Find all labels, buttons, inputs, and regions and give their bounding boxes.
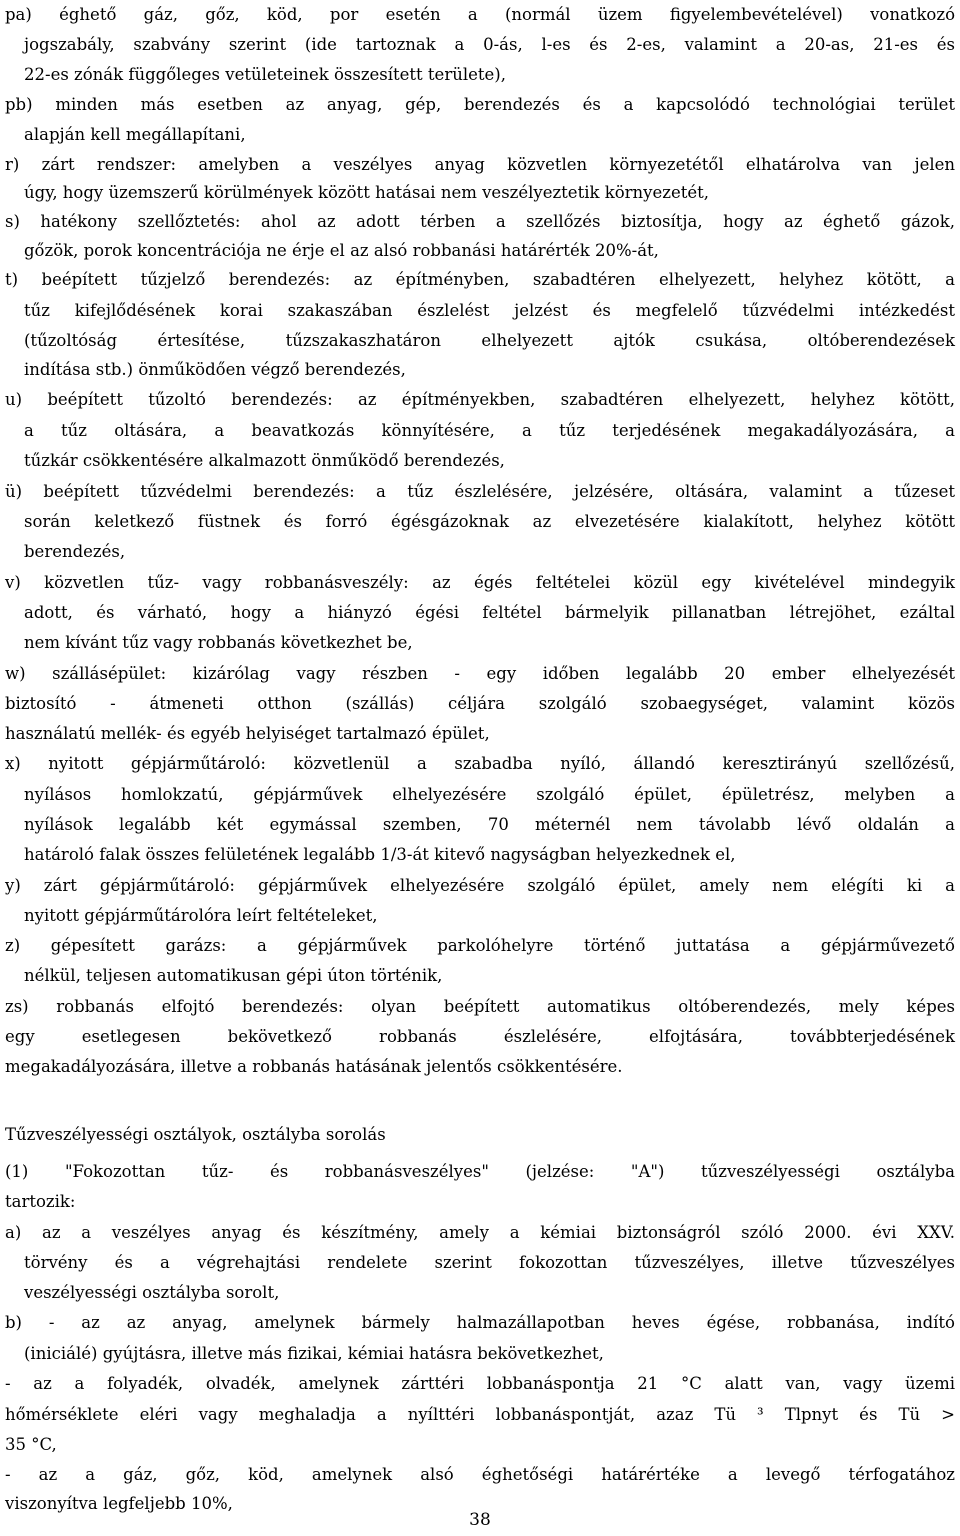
- text-line: során keletkező füstnek és forró égésgázoknak az elvezetésére kialakított, helyhez kötött: [24, 512, 955, 531]
- text-line: határoló falak összes felületének legalább 1/3-át kitevő nagyságban helyezkednek el,: [24, 845, 736, 864]
- text-line: úgy, hogy üzemszerű körülmények között hatásai nem veszélyeztetik környezetét,: [24, 183, 709, 202]
- text-line: berendezés,: [24, 542, 126, 561]
- text-line: - az a gáz, gőz, köd, amelynek alsó éghetőségi határértéke a levegő térfogatához: [5, 1465, 955, 1484]
- text-line: tartozik:: [5, 1192, 76, 1211]
- text-line: pb) minden más esetben az anyag, gép, berendezés és a kapcsolódó technológiai terület: [5, 95, 955, 114]
- section-heading: Tűzveszélyességi osztályok, osztályba sorolás: [5, 1125, 386, 1144]
- text-line: w) szállásépület: kizárólag vagy részben - egy időben legalább 20 ember elhelyezését: [5, 664, 955, 683]
- text-line: z) gépesített garázs: a gépjárművek parkolóhelyre történő juttatása a gépjárművezető: [5, 936, 955, 955]
- text-line: nyílások legalább két egymással szemben, 70 méternél nem távolabb lévő oldalán a: [24, 815, 955, 834]
- text-line: alapján kell megállapítani,: [24, 125, 246, 144]
- text-line: 35 °C,: [5, 1435, 57, 1454]
- text-line: megakadályozására, illetve a robbanás hatásának jelentős csökkentésére.: [5, 1057, 623, 1076]
- text-line: biztosító - átmeneti otthon (szállás) céljára szolgáló szobaegységet, valamint közös: [5, 694, 955, 713]
- text-line: (1) "Fokozottan tűz- és robbanásveszélyes" (jelzése: "A") tűzveszélyességi osztályba: [5, 1162, 955, 1181]
- text-line: pa) éghető gáz, gőz, köd, por esetén a (normál üzem figyelembevételével) vonatkozó: [5, 5, 955, 24]
- text-line: u) beépített tűzoltó berendezés: az építményekben, szabadtéren elhelyezett, helyhez kötött,: [5, 390, 955, 409]
- text-line: a tűz oltására, a beavatkozás könnyítésére, a tűz terjedésének megakadályozására, a: [24, 421, 955, 440]
- text-line: s) hatékony szellőztetés: ahol az adott térben a szellőzés biztosítja, hogy az éghető gázok,: [5, 212, 955, 231]
- text-line: nem kívánt tűz vagy robbanás következhet be,: [24, 633, 413, 652]
- text-line: zs) robbanás elfojtó berendezés: olyan beépített automatikus oltóberendezés, mely képes: [5, 997, 955, 1016]
- text-line: y) zárt gépjárműtároló: gépjárművek elhelyezésére szolgáló épület, amely nem elégíti ki a: [5, 876, 955, 895]
- text-line: x) nyitott gépjárműtároló: közvetlenül a szabadba nyíló, állandó keresztirányú szellőzésű,: [5, 754, 955, 773]
- text-line: egy esetlegesen bekövetkező robbanás észlelésére, elfojtására, továbbterjedésének: [5, 1027, 955, 1046]
- text-line: törvény és a végrehajtási rendelete szerint fokozottan tűzveszélyes, illetve tűzveszélyes: [24, 1253, 955, 1272]
- text-line: hőmérséklete eléri vagy meghaladja a nyílttéri lobbanáspontját, azaz Tü ³ Tlpnyt és Tü >: [5, 1405, 955, 1424]
- text-line: - az a folyadék, olvadék, amelynek zárttéri lobbanáspontja 21 °C alatt van, vagy üzemi: [5, 1374, 955, 1393]
- text-line: indítása stb.) önműködően végző berendezés,: [24, 360, 406, 379]
- text-line: viszonyítva legfeljebb 10%,: [5, 1494, 233, 1513]
- text-line: nyílásos homlokzatú, gépjárművek elhelyezésére szolgáló épület, épületrész, melyben a: [24, 785, 955, 804]
- text-line: t) beépített tűzjelző berendezés: az építményben, szabadtéren elhelyezett, helyhez kötött, a: [5, 270, 955, 289]
- text-line: nyitott gépjárműtárolóra leírt feltételeket,: [24, 906, 378, 925]
- text-line: 22-es zónák függőleges vetületeinek összesített területe),: [24, 65, 506, 84]
- text-line: adott, és várható, hogy a hiányzó égési feltétel bármelyik pillanatban létrejöhet, ezáltal: [24, 603, 955, 622]
- text-line: v) közvetlen tűz- vagy robbanásveszély: az égés feltételei közül egy kivételével mindegyik: [5, 573, 955, 592]
- text-line: r) zárt rendszer: amelyben a veszélyes anyag közvetlen környezetétől elhatárolva van jelen: [5, 155, 955, 174]
- text-line: nélkül, teljesen automatikusan gépi úton történik,: [24, 966, 443, 985]
- text-line: tűzkár csökkentésére alkalmazott önműködő berendezés,: [24, 451, 505, 470]
- text-line: ü) beépített tűzvédelmi berendezés: a tűz észlelésére, jelzésére, oltására, valamint a tűzeset: [5, 482, 955, 501]
- text-line: (iniciálé) gyújtásra, illetve más fizikai, kémiai hatásra bekövetkezhet,: [24, 1344, 604, 1363]
- text-line: (tűzoltóság értesítése, tűzszakaszhatáron elhelyezett ajtók csukása, oltóberendezések: [24, 331, 955, 350]
- page-number: 38: [469, 1510, 491, 1530]
- text-line: b) - az az anyag, amelynek bármely halmazállapotban heves égése, robbanása, indító: [5, 1313, 955, 1332]
- text-line: a) az a veszélyes anyag és készítmény, amely a kémiai biztonságról szóló 2000. évi XXV.: [5, 1223, 955, 1242]
- text-line: jogszabály, szabvány szerint (ide tartoznak a 0-ás, l-es és 2-es, valamint a 20-as, 21-es és: [24, 35, 955, 54]
- text-line: tűz kifejlődésének korai szakaszában észlelést jelzést és megfelelő tűzvédelmi intézkedést: [24, 301, 955, 320]
- text-line: veszélyességi osztályba sorolt,: [24, 1283, 280, 1302]
- text-line: gőzök, porok koncentrációja ne érje el az alsó robbanási határérték 20%-át,: [24, 241, 659, 260]
- text-line: használatú mellék- és egyéb helyiséget tartalmazó épület,: [5, 724, 490, 743]
